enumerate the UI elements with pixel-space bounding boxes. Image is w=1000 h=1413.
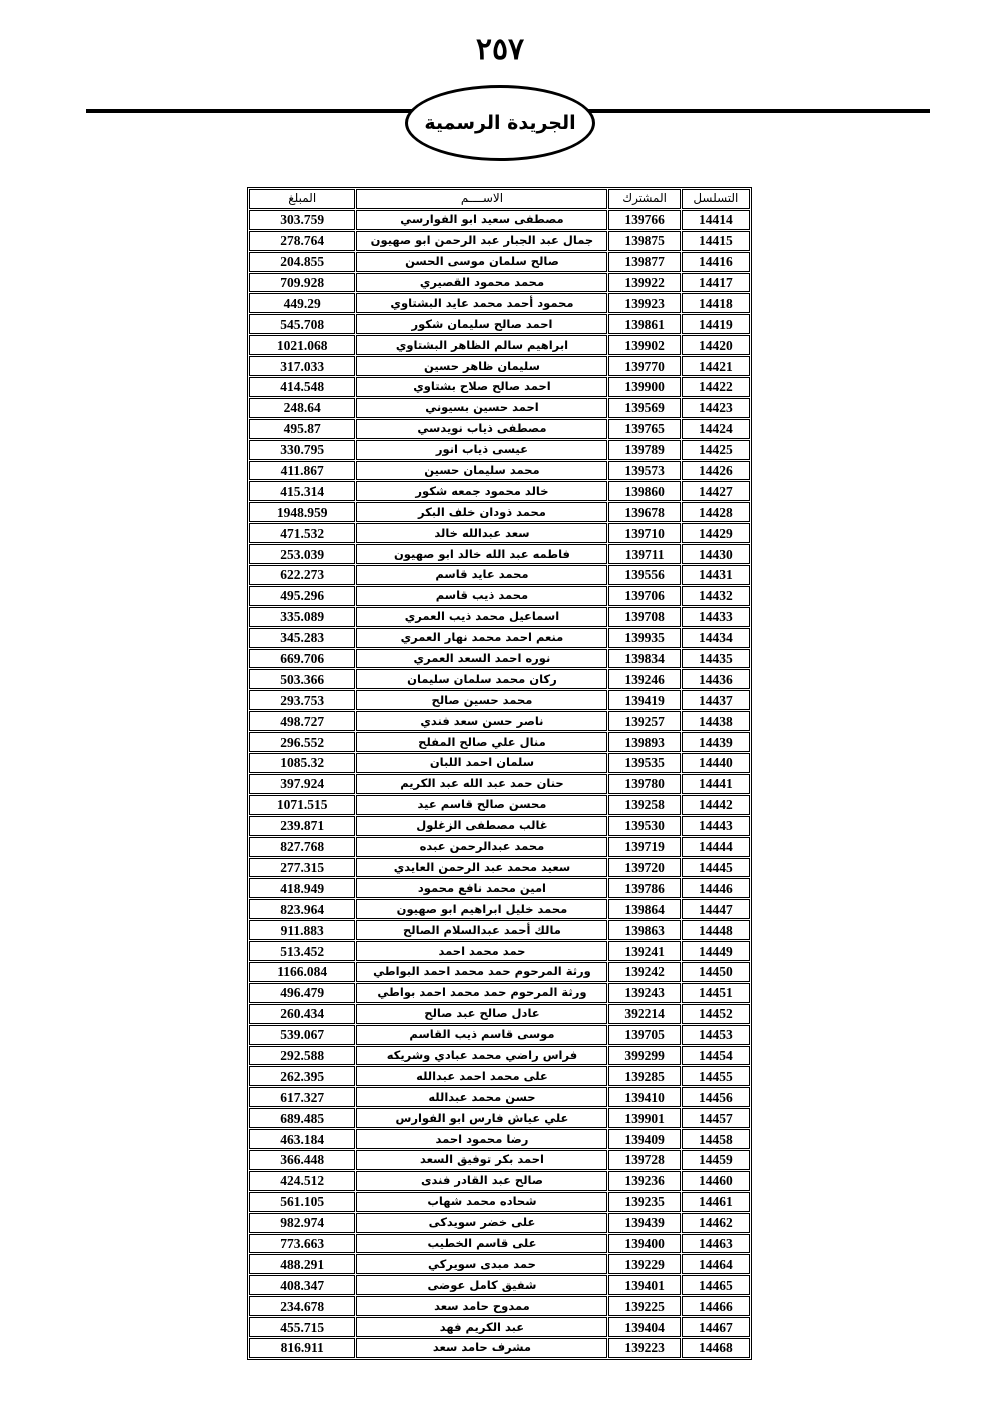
subscriber-cell: 139893 <box>608 732 680 752</box>
amount-cell: 278.764 <box>249 231 355 251</box>
serial-cell: 14424 <box>682 419 750 439</box>
table-row <box>249 398 750 418</box>
serial-cell: 14430 <box>682 544 750 564</box>
subscriber-cell: 139678 <box>608 502 680 522</box>
table-row <box>249 1004 750 1024</box>
amount-cell: 345.283 <box>249 628 355 648</box>
amount-cell: 260.434 <box>249 1004 355 1024</box>
serial-cell: 14421 <box>682 356 750 376</box>
subscriber-cell: 139708 <box>608 607 680 627</box>
subscriber-cell: 139728 <box>608 1150 680 1170</box>
subscriber-cell: 139530 <box>608 816 680 836</box>
table-row <box>249 732 750 752</box>
amount-cell: 262.395 <box>249 1066 355 1086</box>
table-row <box>249 231 750 251</box>
subscriber-cell: 139900 <box>608 377 680 397</box>
serial-cell: 14432 <box>682 586 750 606</box>
serial-cell: 14457 <box>682 1108 750 1128</box>
table-row <box>249 983 750 1003</box>
header-subscriber: المشترك <box>608 189 680 209</box>
amount-cell: 1085.32 <box>249 753 355 773</box>
serial-cell: 14433 <box>682 607 750 627</box>
serial-cell: 14442 <box>682 795 750 815</box>
subscriber-cell: 139400 <box>608 1234 680 1254</box>
serial-cell: 14458 <box>682 1129 750 1149</box>
subscriber-cell: 139223 <box>608 1338 680 1358</box>
subscriber-cell: 139863 <box>608 920 680 940</box>
amount-cell: 622.273 <box>249 565 355 585</box>
table-row <box>249 1046 750 1066</box>
table-row <box>249 858 750 878</box>
table-row <box>249 419 750 439</box>
subscriber-cell: 139257 <box>608 711 680 731</box>
name-cell: مصطفى ذياب نويدسي <box>356 419 607 439</box>
subscriber-cell: 139902 <box>608 335 680 355</box>
header-amount: المبلغ <box>249 189 355 209</box>
table-row <box>249 1254 750 1274</box>
table-row <box>249 962 750 982</box>
name-cell: خالد محمود جمعه شكور <box>356 481 607 501</box>
subscriber-cell: 139875 <box>608 231 680 251</box>
subscriber-cell: 139922 <box>608 273 680 293</box>
table-row <box>249 711 750 731</box>
table-row <box>249 461 750 481</box>
table-row <box>249 293 750 313</box>
serial-cell: 14425 <box>682 440 750 460</box>
name-cell: محمد عبدالرحمن عبده <box>356 837 607 857</box>
amount-cell: 471.532 <box>249 523 355 543</box>
name-cell: مصطفى سعيد ابو الفوارسي <box>356 210 607 230</box>
name-cell: نوره احمد السعد العمري <box>356 649 607 669</box>
name-cell: شحاده محمد شهاب <box>356 1192 607 1212</box>
amount-cell: 1948.959 <box>249 502 355 522</box>
table-row <box>249 774 750 794</box>
table-row <box>249 920 750 940</box>
masthead-title: الجريدة الرسمية <box>424 112 576 134</box>
amount-cell: 982.974 <box>249 1213 355 1233</box>
table-row <box>249 1129 750 1149</box>
amount-cell: 239.871 <box>249 816 355 836</box>
serial-cell: 14451 <box>682 983 750 1003</box>
table-row <box>249 210 750 230</box>
amount-cell: 545.708 <box>249 314 355 334</box>
name-cell: شفيق كامل عوضى <box>356 1275 607 1295</box>
table-row <box>249 356 750 376</box>
serial-cell: 14464 <box>682 1254 750 1274</box>
amount-cell: 317.033 <box>249 356 355 376</box>
subscriber-cell: 139419 <box>608 690 680 710</box>
serial-cell: 14419 <box>682 314 750 334</box>
name-cell: حمد مبدى سويركي <box>356 1254 607 1274</box>
subscriber-cell: 139404 <box>608 1317 680 1337</box>
name-cell: اسماعيل محمد ذيب العمري <box>356 607 607 627</box>
serial-cell: 14468 <box>682 1338 750 1358</box>
subscriber-cell: 139409 <box>608 1129 680 1149</box>
serial-cell: 14414 <box>682 210 750 230</box>
amount-cell: 561.105 <box>249 1192 355 1212</box>
serial-cell: 14439 <box>682 732 750 752</box>
name-cell: احمد بكر توفيق السعد <box>356 1150 607 1170</box>
serial-cell: 14452 <box>682 1004 750 1024</box>
subscriber-cell: 139246 <box>608 669 680 689</box>
amount-cell: 277.315 <box>249 858 355 878</box>
masthead-oval <box>405 85 595 161</box>
name-cell: مشرف حامد سعد <box>356 1338 607 1358</box>
serial-cell: 14448 <box>682 920 750 940</box>
name-cell: منال علي صالح المفلح <box>356 732 607 752</box>
name-cell: سعد عبدالله خالد <box>356 523 607 543</box>
table-row <box>249 1317 750 1337</box>
subscriber-cell: 139765 <box>608 419 680 439</box>
name-cell: سليمان ظاهر حسين <box>356 356 607 376</box>
subscriber-cell: 139877 <box>608 252 680 272</box>
name-cell: ابراهيم سالم الظاهر البشتاوي <box>356 335 607 355</box>
name-cell: فراس راضي محمد عبادي وشريكه <box>356 1046 607 1066</box>
name-cell: محمد سليمان حسين <box>356 461 607 481</box>
amount-cell: 513.452 <box>249 941 355 961</box>
name-cell: على محمد احمد عبدالله <box>356 1066 607 1086</box>
table-row <box>249 1025 750 1045</box>
serial-cell: 14460 <box>682 1171 750 1191</box>
serial-cell: 14443 <box>682 816 750 836</box>
subscriber-cell: 139573 <box>608 461 680 481</box>
name-cell: محمد خليل ابراهيم ابو صهيون <box>356 899 607 919</box>
subscriber-cell: 139241 <box>608 941 680 961</box>
subscriber-cell: 139535 <box>608 753 680 773</box>
subscriber-cell: 139556 <box>608 565 680 585</box>
table-row <box>249 273 750 293</box>
amount-cell: 303.759 <box>249 210 355 230</box>
name-cell: على خضر سويدكى <box>356 1213 607 1233</box>
subscriber-cell: 139705 <box>608 1025 680 1045</box>
subscriber-cell: 139786 <box>608 878 680 898</box>
amount-cell: 709.928 <box>249 273 355 293</box>
serial-cell: 14435 <box>682 649 750 669</box>
serial-cell: 14434 <box>682 628 750 648</box>
name-cell: غالب مصطفى الزغلول <box>356 816 607 836</box>
amount-cell: 204.855 <box>249 252 355 272</box>
subscriber-cell: 139834 <box>608 649 680 669</box>
name-cell: مالك أحمد عبدالسلام الصالح <box>356 920 607 940</box>
table-row <box>249 565 750 585</box>
amount-cell: 488.291 <box>249 1254 355 1274</box>
name-cell: عبد الكريم فهد <box>356 1317 607 1337</box>
serial-cell: 14423 <box>682 398 750 418</box>
name-cell: ناصر حسن سعد فندي <box>356 711 607 731</box>
subscriber-cell: 139225 <box>608 1296 680 1316</box>
amount-cell: 455.715 <box>249 1317 355 1337</box>
table-row <box>249 1171 750 1191</box>
table-row <box>249 1213 750 1233</box>
table-row <box>249 1087 750 1107</box>
serial-cell: 14455 <box>682 1066 750 1086</box>
amount-cell: 689.485 <box>249 1108 355 1128</box>
subscriber-cell: 139410 <box>608 1087 680 1107</box>
serial-cell: 14463 <box>682 1234 750 1254</box>
subscriber-cell: 139285 <box>608 1066 680 1086</box>
serial-cell: 14427 <box>682 481 750 501</box>
amount-cell: 911.883 <box>249 920 355 940</box>
name-cell: محسن صالح قاسم عيد <box>356 795 607 815</box>
serial-cell: 14465 <box>682 1275 750 1295</box>
name-cell: حمد محمد احمد <box>356 941 607 961</box>
amount-cell: 539.067 <box>249 1025 355 1045</box>
serial-cell: 14467 <box>682 1317 750 1337</box>
serial-cell: 14429 <box>682 523 750 543</box>
subscriber-cell: 139706 <box>608 586 680 606</box>
table-row <box>249 481 750 501</box>
serial-cell: 14453 <box>682 1025 750 1045</box>
subscriber-cell: 139236 <box>608 1171 680 1191</box>
header-serial: التسلسل <box>682 189 750 209</box>
serial-cell: 14459 <box>682 1150 750 1170</box>
amount-cell: 816.911 <box>249 1338 355 1358</box>
name-cell: محمد ذودان خلف البكر <box>356 502 607 522</box>
amount-cell: 296.552 <box>249 732 355 752</box>
subscriber-cell: 139243 <box>608 983 680 1003</box>
serial-cell: 14440 <box>682 753 750 773</box>
table-row <box>249 1066 750 1086</box>
table-row <box>249 502 750 522</box>
amount-cell: 495.296 <box>249 586 355 606</box>
name-cell: ممدوح حامد سعد <box>356 1296 607 1316</box>
name-cell: عادل صالح عبد صالح <box>356 1004 607 1024</box>
amount-cell: 773.663 <box>249 1234 355 1254</box>
serial-cell: 14438 <box>682 711 750 731</box>
name-cell: عيسى ذياب انور <box>356 440 607 460</box>
serial-cell: 14445 <box>682 858 750 878</box>
subscriber-cell: 139710 <box>608 523 680 543</box>
table-row <box>249 878 750 898</box>
name-cell: امين محمد نافع محمود <box>356 878 607 898</box>
table-row <box>249 523 750 543</box>
name-cell: منعم احمد محمد نهار العمري <box>356 628 607 648</box>
name-cell: ورثة المرحوم حمد محمد احمد البواطي <box>356 962 607 982</box>
table-row <box>249 1338 750 1358</box>
table-row <box>249 1192 750 1212</box>
serial-cell: 14420 <box>682 335 750 355</box>
table-row <box>249 440 750 460</box>
subscriber-cell: 139719 <box>608 837 680 857</box>
serial-cell: 14466 <box>682 1296 750 1316</box>
amount-cell: 335.089 <box>249 607 355 627</box>
table-row <box>249 628 750 648</box>
amount-cell: 408.347 <box>249 1275 355 1295</box>
subscriber-cell: 139401 <box>608 1275 680 1295</box>
subscriber-cell: 139439 <box>608 1213 680 1233</box>
serial-cell: 14462 <box>682 1213 750 1233</box>
amount-cell: 496.479 <box>249 983 355 1003</box>
subscriber-cell: 139569 <box>608 398 680 418</box>
name-cell: جمال عبد الجبار عبد الرحمن ابو صهيون <box>356 231 607 251</box>
name-cell: صالح عبد القادر فندى <box>356 1171 607 1191</box>
name-cell: محمد عايد قاسم <box>356 565 607 585</box>
amount-cell: 617.327 <box>249 1087 355 1107</box>
table-row <box>249 314 750 334</box>
table-row <box>249 1108 750 1128</box>
amount-cell: 449.29 <box>249 293 355 313</box>
table-row <box>249 1296 750 1316</box>
serial-cell: 14416 <box>682 252 750 272</box>
serial-cell: 14418 <box>682 293 750 313</box>
table-row <box>249 252 750 272</box>
amount-cell: 503.366 <box>249 669 355 689</box>
table-row <box>249 377 750 397</box>
table-row <box>249 1150 750 1170</box>
name-cell: حنان حمد عبد الله عبد الكريم <box>356 774 607 794</box>
table-row <box>249 607 750 627</box>
serial-cell: 14461 <box>682 1192 750 1212</box>
name-cell: احمد صالح سليمان شكور <box>356 314 607 334</box>
subscriber-cell: 399299 <box>608 1046 680 1066</box>
amount-cell: 827.768 <box>249 837 355 857</box>
serial-cell: 14437 <box>682 690 750 710</box>
serial-cell: 14417 <box>682 273 750 293</box>
serial-cell: 14450 <box>682 962 750 982</box>
amount-cell: 498.727 <box>249 711 355 731</box>
serial-cell: 14426 <box>682 461 750 481</box>
amount-cell: 415.314 <box>249 481 355 501</box>
amount-cell: 293.753 <box>249 690 355 710</box>
serial-cell: 14431 <box>682 565 750 585</box>
subscriber-cell: 139861 <box>608 314 680 334</box>
amount-cell: 823.964 <box>249 899 355 919</box>
name-cell: محمد حسين صالح <box>356 690 607 710</box>
amount-cell: 1021.068 <box>249 335 355 355</box>
table-row <box>249 795 750 815</box>
name-cell: ورثة المرحوم حمد محمد احمد بواطي <box>356 983 607 1003</box>
page-number: ٢٥٧ <box>475 32 525 67</box>
serial-cell: 14449 <box>682 941 750 961</box>
amount-cell: 366.448 <box>249 1150 355 1170</box>
subscriber-cell: 139711 <box>608 544 680 564</box>
subscriber-cell: 139780 <box>608 774 680 794</box>
serial-cell: 14446 <box>682 878 750 898</box>
name-cell: علي عياش فارس ابو الفوارس <box>356 1108 607 1128</box>
name-cell: فاطمه عبد الله خالد ابو صهيون <box>356 544 607 564</box>
table-row <box>249 544 750 564</box>
serial-cell: 14415 <box>682 231 750 251</box>
amount-cell: 495.87 <box>249 419 355 439</box>
table-row <box>249 753 750 773</box>
subscriber-cell: 139720 <box>608 858 680 878</box>
subscriber-cell: 139935 <box>608 628 680 648</box>
subscriber-cell: 139766 <box>608 210 680 230</box>
name-cell: صالح سلمان موسى الحسن <box>356 252 607 272</box>
amount-cell: 292.588 <box>249 1046 355 1066</box>
name-cell: ركان محمد سلمان سليمان <box>356 669 607 689</box>
name-cell: رضا محمود احمد <box>356 1129 607 1149</box>
name-cell: احمد صالح صلاح بشتاوي <box>356 377 607 397</box>
subscriber-cell: 139923 <box>608 293 680 313</box>
name-cell: سلمان احمد اللبان <box>356 753 607 773</box>
table-row <box>249 899 750 919</box>
table-row <box>249 941 750 961</box>
subscriber-cell: 139789 <box>608 440 680 460</box>
table-row <box>249 837 750 857</box>
serial-cell: 14441 <box>682 774 750 794</box>
subscriber-cell: 392214 <box>608 1004 680 1024</box>
table-row <box>249 586 750 606</box>
amount-cell: 424.512 <box>249 1171 355 1191</box>
subscriber-cell: 139864 <box>608 899 680 919</box>
table-row <box>249 649 750 669</box>
amount-cell: 669.706 <box>249 649 355 669</box>
serial-cell: 14456 <box>682 1087 750 1107</box>
serial-cell: 14422 <box>682 377 750 397</box>
amount-cell: 330.795 <box>249 440 355 460</box>
name-cell: على قاسم الخطيب <box>356 1234 607 1254</box>
table-row <box>249 669 750 689</box>
amount-cell: 234.678 <box>249 1296 355 1316</box>
serial-cell: 14447 <box>682 899 750 919</box>
name-cell: سعيد محمد عبد الرحمن العايدي <box>356 858 607 878</box>
amount-cell: 1166.084 <box>249 962 355 982</box>
table-row <box>249 335 750 355</box>
subscriber-cell: 139770 <box>608 356 680 376</box>
amount-cell: 1071.515 <box>249 795 355 815</box>
serial-cell: 14436 <box>682 669 750 689</box>
records-table <box>247 187 752 1360</box>
amount-cell: 253.039 <box>249 544 355 564</box>
subscriber-cell: 139860 <box>608 481 680 501</box>
table-row <box>249 690 750 710</box>
serial-cell: 14444 <box>682 837 750 857</box>
serial-cell: 14428 <box>682 502 750 522</box>
subscriber-cell: 139229 <box>608 1254 680 1274</box>
name-cell: حسن محمد عبدالله <box>356 1087 607 1107</box>
name-cell: محمد ذيب قاسم <box>356 586 607 606</box>
subscriber-cell: 139242 <box>608 962 680 982</box>
table-header-row <box>249 189 750 209</box>
subscriber-cell: 139235 <box>608 1192 680 1212</box>
name-cell: محمد محمود القصيري <box>356 273 607 293</box>
subscriber-cell: 139258 <box>608 795 680 815</box>
name-cell: احمد حسين بسيوني <box>356 398 607 418</box>
name-cell: موسى قاسم ذيب القاسم <box>356 1025 607 1045</box>
amount-cell: 397.924 <box>249 774 355 794</box>
header-name: الاســــم <box>356 189 607 209</box>
amount-cell: 411.867 <box>249 461 355 481</box>
amount-cell: 418.949 <box>249 878 355 898</box>
table-row <box>249 816 750 836</box>
amount-cell: 463.184 <box>249 1129 355 1149</box>
amount-cell: 414.548 <box>249 377 355 397</box>
serial-cell: 14454 <box>682 1046 750 1066</box>
table-row <box>249 1275 750 1295</box>
table-row <box>249 1234 750 1254</box>
subscriber-cell: 139901 <box>608 1108 680 1128</box>
amount-cell: 248.64 <box>249 398 355 418</box>
name-cell: محمود أحمد محمد عايد البشتاوي <box>356 293 607 313</box>
